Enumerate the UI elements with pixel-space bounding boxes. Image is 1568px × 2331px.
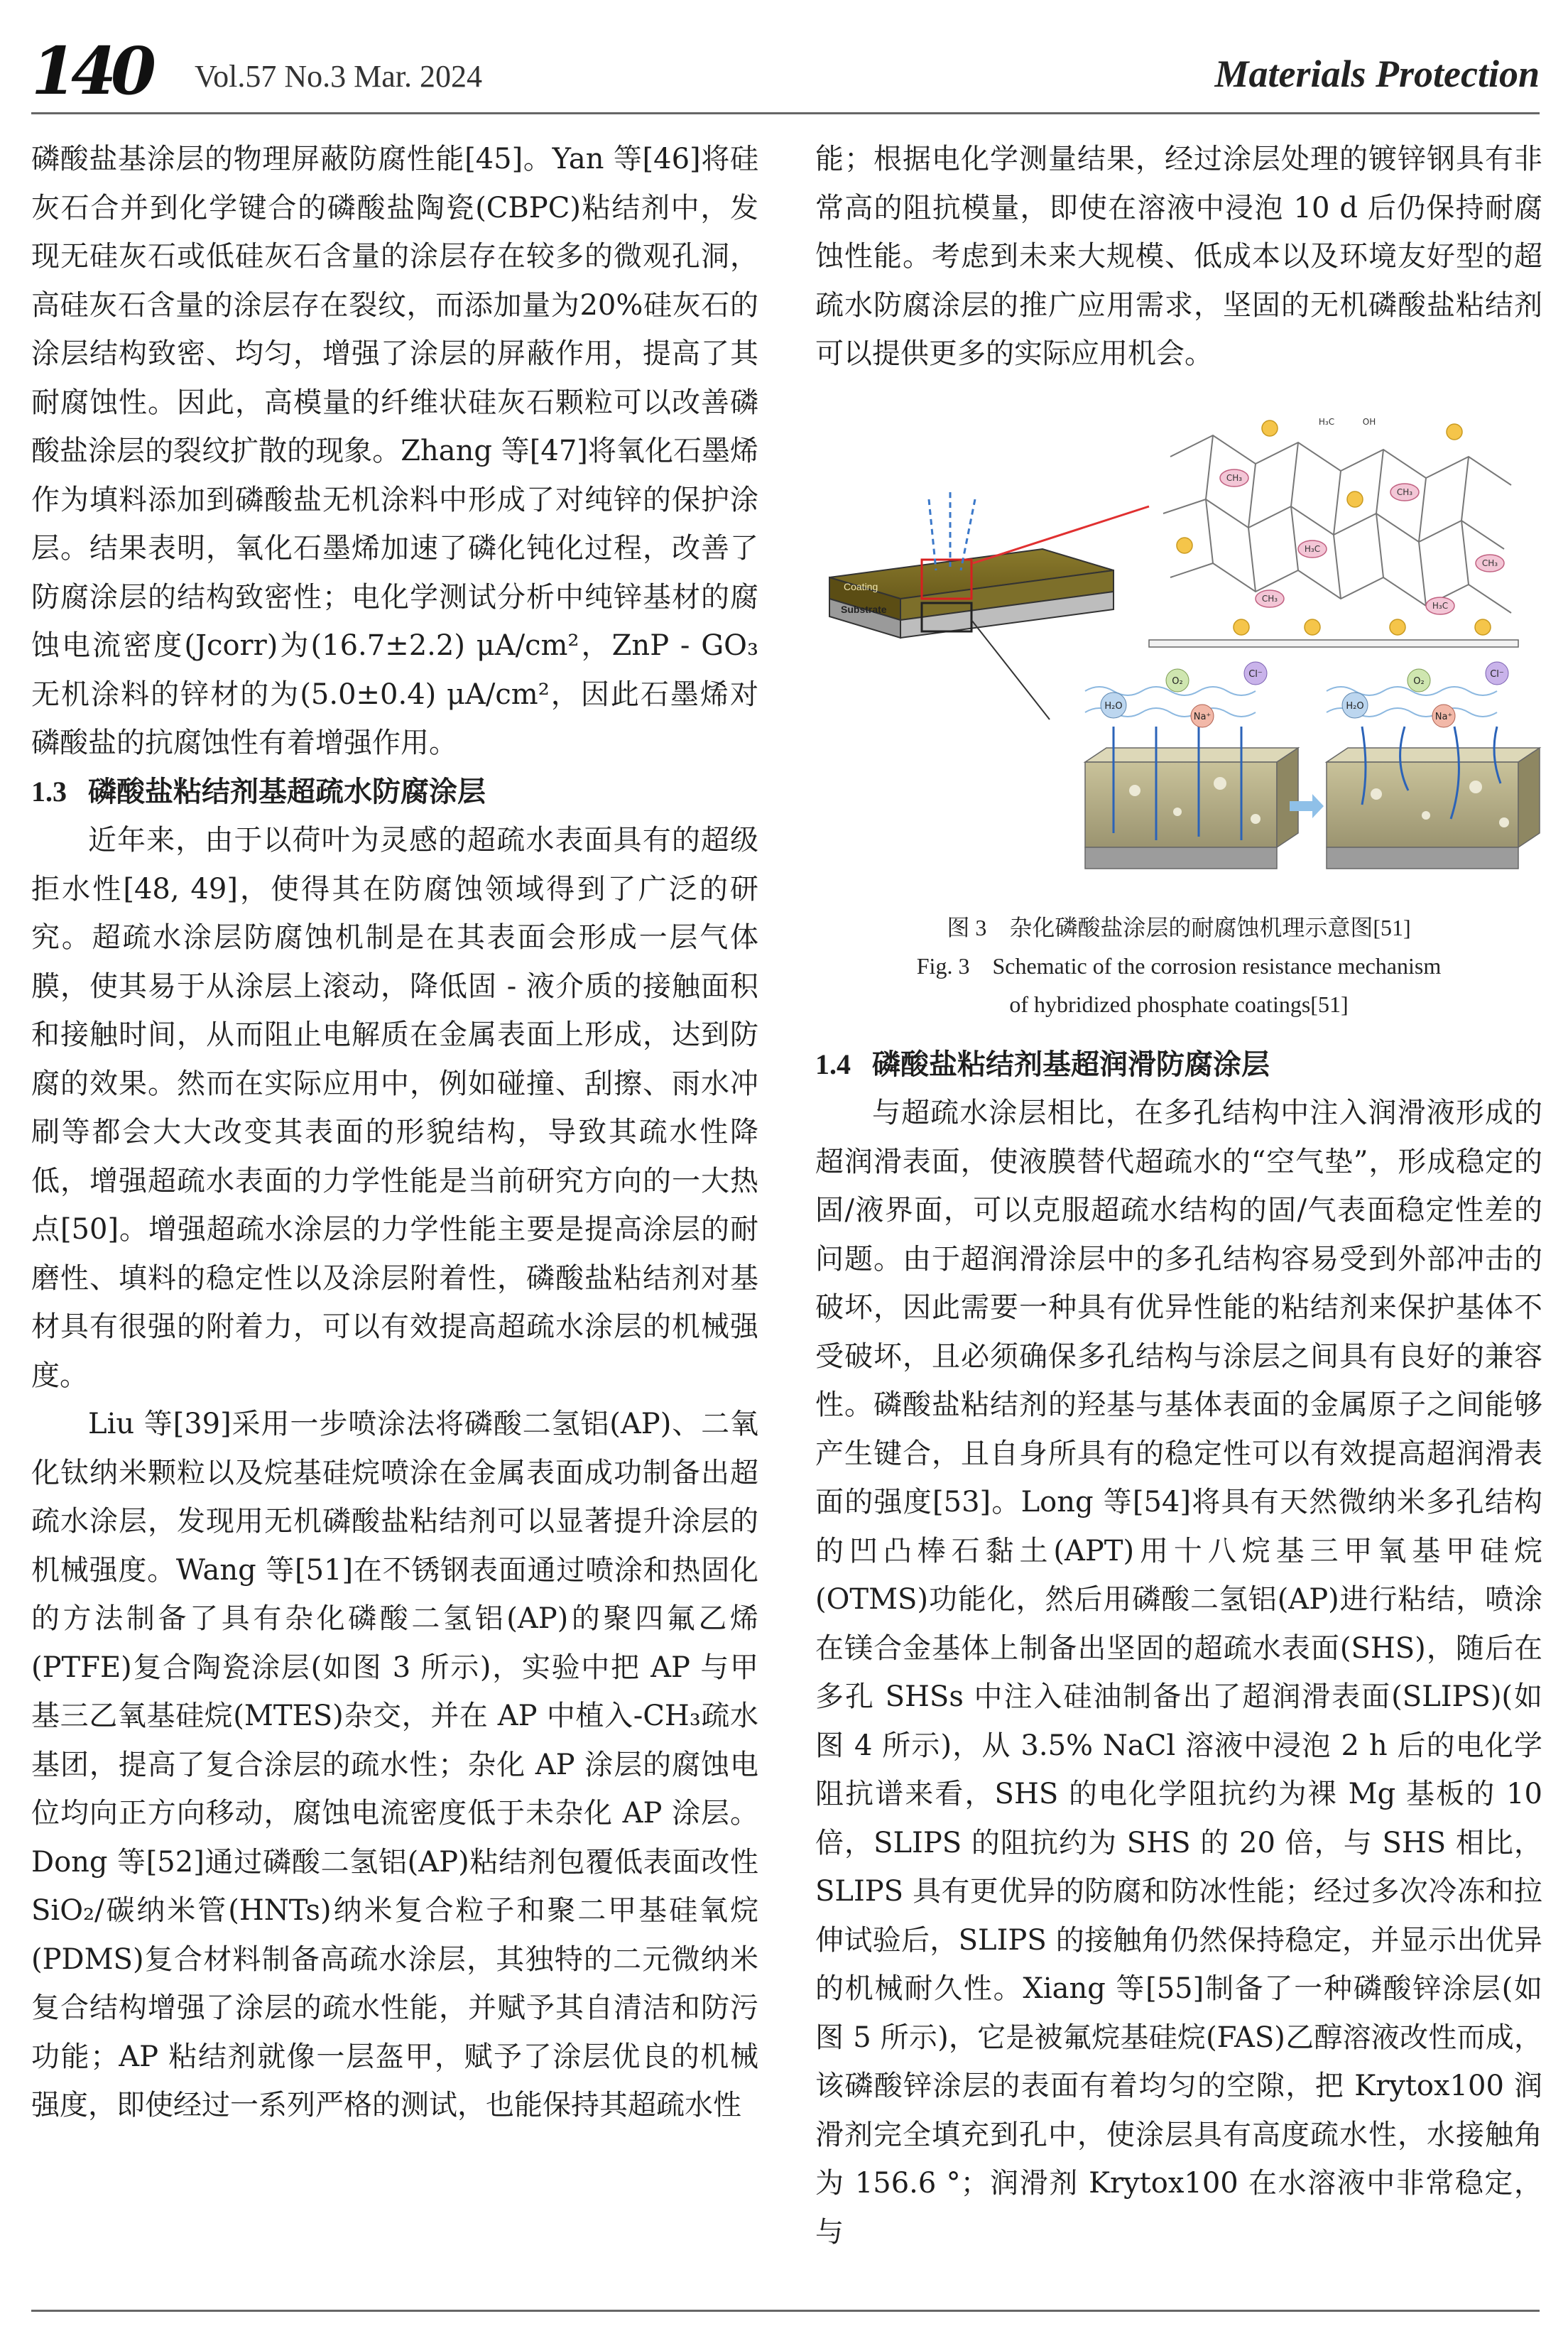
ion-label: Cl⁻ xyxy=(1490,668,1504,680)
svg-text:CH₃: CH₃ xyxy=(1396,487,1413,497)
journal-title: Materials Protection xyxy=(1214,53,1540,95)
svg-text:OH: OH xyxy=(1362,416,1376,427)
svg-text:H₃C: H₃C xyxy=(1318,416,1335,427)
ion-label: H₂O xyxy=(1104,700,1123,712)
left-column xyxy=(31,135,758,2130)
paragraph-continuation: 能；根据电化学测量结果，经过涂层处理的镀锌钢具有非常高的阻抗模量，即使在溶液中浸泡 10 d 后仍保持耐腐蚀性能。考虑到未来大规模、低成本以及环境友好型的超疏水防腐涂层的推广应用需求，坚固的无机磷酸盐粘结剂可以提供更多的实际应用机会。 xyxy=(815,143,1542,370)
coating-label: Coating xyxy=(844,580,878,592)
svg-text:H₃C: H₃C xyxy=(1432,600,1449,611)
caption-english-1: Fig. 3 Schematic of the corrosion resistance mechanism xyxy=(916,952,1442,979)
molecular-network xyxy=(1149,407,1518,647)
paragraph-graphite: 磷酸盐基涂层的物理屏蔽防腐性能[45]。Yan 等[46]将硅灰石合并到化学键合的磷酸盐陶瓷(CBPC)粘结剂中，发现无硅灰石或低硅灰石含量的涂层存在较多的微观孔洞，高硅灰石含量的涂层存在裂纹，而添加量为20%硅灰石的涂层结构致密、均匀，增强了涂层的屏蔽作用，提高了其耐腐蚀性。因此，高模量的纤维状硅灰石颗粒可以改善磷酸盐涂层的裂纹扩散的现象。Zhang 等[47]将氧化石墨烯作为填料添加到磷酸盐无机涂料中形成了对纯锌的保护涂层。结果表明，氧化石墨烯加速了磷化钝化过程，改善了防腐涂层的结构致密性；电化学测试分析中纯锌基材的腐蚀电流密度(Jcorr)为(16.7±2.2) μA/cm²，ZnP - GO₃无机涂料的锌材的为(5.0±0.4) μA/cm²，因此石墨烯对磷酸盐的抗腐蚀性有着增强作用。 xyxy=(31,143,758,759)
figure-caption xyxy=(815,908,1542,1023)
header-rule xyxy=(31,112,1540,114)
ion-label: Na⁺ xyxy=(1193,711,1212,722)
svg-text:CH₃: CH₃ xyxy=(1226,472,1243,483)
section-title: 磷酸盐粘结剂基超疏水防腐涂层 xyxy=(88,775,486,808)
paragraph-superhydrophobic-intro: 近年来，由于以荷叶为灵感的超疏水表面具有的超级拒水性[48, 49]，使得其在防腐蚀领域得到了广泛的研究。超疏水涂层防腐蚀机制是在其表面会形成一层气体膜，使其易于从涂层上滚动，降低固 - 液介质的接触面积和接触时间，从而阻止电解质在金属表面上形成，达到防腐的效果。然而在实际应用中，例如碰撞、刮擦、雨水冲刷等都会大大改变其表面的形貌结构，导致其疏水性降低，增强超疏水表面的力学性能是当前研究方向的一大热点[50]。增强超疏水涂层的力学性能主要是提高涂层的耐磨性、填料的稳定性以及涂层附着性，磷酸盐粘结剂对基材具有很强的附着力，可以有效提高超疏水涂层的机械强度。 xyxy=(31,824,758,1392)
section-title: 磷酸盐粘结剂基超润滑防腐涂层 xyxy=(872,1048,1270,1081)
section-heading-1-3 xyxy=(31,768,758,817)
paragraph-superhydrophobic-examples: Liu 等[39]采用一步喷涂法将磷酸二氢铝(AP)、二氧化钛纳米颗粒以及烷基硅烷喷涂在金属表面成功制备出超疏水涂层，发现用无机磷酸盐粘结剂可以显著提升涂层的机械强度。Wang 等[51]在不锈钢表面通过喷涂和热固化的方法制备了具有杂化磷酸二氢铝(AP)的聚四氟乙烯(PTFE)复合陶瓷涂层(如图 3 所示)，实验中把 AP 与甲基三乙氧基硅烷(MTES)杂交，并在 AP 中植入-CH₃疏水基团，提高了复合涂层的疏水性；杂化 AP 涂层的腐蚀电位均向正方向移动，腐蚀电流密度低于未杂化 AP 涂层。Dong 等[52]通过磷酸二氢铝(AP)粘结剂包覆低表面改性 SiO₂/碳纳米管(HNTs)纳米复合粒子和聚二甲基硅氧烷(PDMS)复合材料制备高疏水涂层，其独特的二元微纳米复合结构增强了涂层的疏水性能，并赋予其自清洁和防污功能；AP 粘结剂就像一层盔甲，赋予了涂层优良的机械强度，即使经过一系列严格的测试，也能保持其超疏水性 xyxy=(31,1408,758,2121)
section-heading-1-4 xyxy=(815,1040,1542,1090)
ion-label: Na⁺ xyxy=(1434,711,1453,722)
svg-text:H₃C: H₃C xyxy=(1304,543,1321,554)
substrate-label: Substrate xyxy=(841,603,887,615)
ion-penetration-blocks xyxy=(1085,662,1540,869)
ion-label: H₂O xyxy=(1346,700,1364,712)
ion-label: O₂ xyxy=(1172,675,1183,687)
svg-text:CH₃: CH₃ xyxy=(1261,593,1278,604)
corrosion-mechanism-diagram xyxy=(815,393,1542,904)
svg-text:CH₃: CH₃ xyxy=(1481,558,1498,568)
page-header xyxy=(31,33,1540,109)
footer-rule xyxy=(31,2310,1540,2312)
section-number: 1.3 xyxy=(31,775,67,808)
caption-chinese: 图 3 杂化磷酸盐涂层的耐腐蚀机理示意图[51] xyxy=(947,914,1411,940)
ion-label: Cl⁻ xyxy=(1248,668,1263,680)
ion-label: O₂ xyxy=(1413,675,1425,687)
right-column xyxy=(815,135,1542,2256)
issue-info: Vol.57 No.3 Mar. 2024 xyxy=(195,59,482,94)
caption-english-2: of hybridized phosphate coatings[51] xyxy=(1009,991,1349,1017)
page-number: 140 xyxy=(31,33,151,109)
figure-3 xyxy=(815,393,1542,904)
coated-substrate xyxy=(829,492,1149,719)
section-number: 1.4 xyxy=(815,1048,851,1080)
paragraph-slips: 与超疏水涂层相比，在多孔结构中注入润滑液形成的超润滑表面，使液膜替代超疏水的“空气垫”，形成稳定的固/液界面，可以克服超疏水结构的固/气表面稳定性差的问题。由于超润滑涂层中的多孔结构容易受到外部冲击的破坏，因此需要一种具有优异性能的粘结剂来保护基体不受破坏，且必须确保多孔结构与涂层之间具有良好的兼容性。磷酸盐粘结剂的羟基与基体表面的金属原子之间能够产生键合，且自身所具有的稳定性可以有效提高超润滑表面的强度[53]。Long 等[54]将具有天然微纳米多孔结构的凹凸棒石黏土(APT)用十八烷基三甲氧基甲硅烷(OTMS)功能化，然后用磷酸二氢铝(AP)进行粘结，喷涂在镁合金基体上制备出坚固的超疏水表面(SHS)，随后在多孔 SHSs 中注入硅油制备出了超润滑表面(SLIPS)(如图 4 所示)，从 3.5% NaCl 溶液中浸泡 2 h 后的电化学阻抗谱来看，SHS 的电化学阻抗约为裸 Mg 基板的 10 倍，SLIPS 的阻抗约为 SHS 的 20 倍，与 SHS 相比，SLIPS 具有更优异的防腐和防冰性能；经过多次冷冻和拉伸试验后，SLIPS 的接触角仍然保持稳定，并显示出优异的机械耐久性。Xiang 等[55]制备了一种磷酸锌涂层(如图 5 所示)，它是被氟烷基硅烷(FAS)乙醇溶液改性而成，该磷酸锌涂层的表面有着均匀的空隙，把 Krytox100 润滑剂完全填充到孔中，使涂层具有高度疏水性，水接触角为 156.6 °；润滑剂 Krytox100 在水溶液中非常稳定，与 xyxy=(815,1097,1542,2249)
